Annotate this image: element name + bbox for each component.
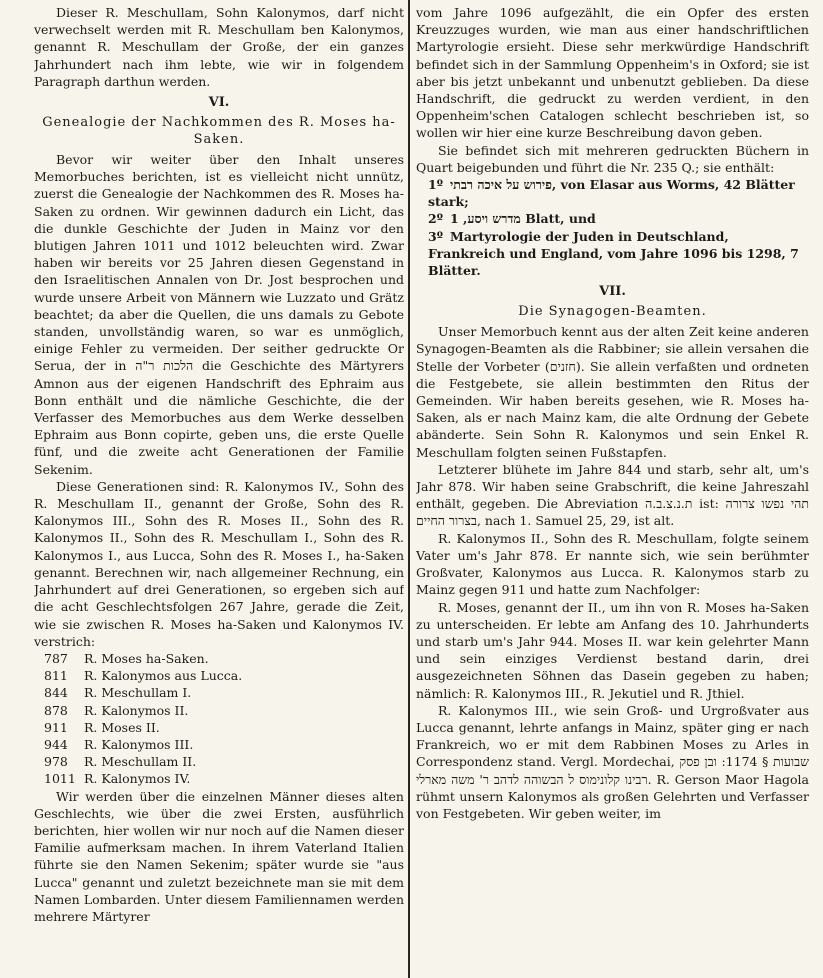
chronology-item: 978 R. Meschullam II. <box>44 754 197 770</box>
section-number-vii: VII. <box>599 284 626 300</box>
paragraph: R. Kalonymos III., wie sein Groß- und Urgroßvater aus Lucca genannt, lehrte anfangs in Mainz, später ging er nach Frankreich, wo er mit dem Rabbinen Moses zu Arles in Correspondenz stand. Vergl. Mordechai, שבועות § 1174: ובן פסק רבינו קלונימוס ל הבשוהה לדהב ר' משה מארלי. R. Gerson Maor Hagola rühmt unsern Kalonymos als großen Gelehrten und Verfasser von Festgebeten. Wir geben weiter, im <box>416 702 809 821</box>
chronology-item: 911 R. Moses II. <box>44 719 160 735</box>
paragraph: Letzterer blühete im Jahre 844 und starb, sehr alt, um's Jahr 878. Wir haben seine Grabschrift, die keine Jahreszahl enthält, gegeben. Die Abreviation ת.נ.צ.ב.ה ist: תהי נפשו צרורה בצרור החיים, nach 1. Samuel 25, 29, ist alt. <box>416 461 809 529</box>
column-divider <box>408 0 410 978</box>
chronology-item: 1011 R. Kalonymos IV. <box>44 771 191 787</box>
paragraph: Wir werden über die einzelnen Männer dieses alten Geschlechts, wie über die zwei Ersten, ausführlich berichten, hier wollen wir nur noch auf die Namen dieser Familie aufmerksam machen. In ihrem Vaterland Italien führte sie den Namen Sekenim; später wurde sie "aus Lucca" genannt und zuletzt bezeichnete man sie mit dem Namen Lombarden. Unter diesem Familiennamen werden mehrere Märtyrer <box>34 788 404 924</box>
chronology-item: 844 R. Meschullam I. <box>44 685 192 701</box>
paragraph: Diese Generationen sind: R. Kalonymos IV., Sohn des R. Meschullam II., genannt der Große, Sohn des R. Kalonymos III., Sohn des R. Moses II., Sohn des R. Kalonymos II., Sohn des R. Meschullam I., Sohn des R. Kalonymos I., aus Lucca, Sohn des R. Moses I., ha-Saken genannt. Berechnen wir, nach allgemeiner Rechnung, ein Jahrhundert auf drei Generationen, so ergeben sich auf die acht Geschlechtsfolgen 267 Jahre, gerade die Zeit, wie sie zwischen R. Moses ha-Saken und Kalonymos IV. verstrich: <box>34 478 404 649</box>
right-column <box>416 4 809 974</box>
paragraph: Bevor wir weiter über den Inhalt unseres Memorbuches berichten, ist es vielleicht nicht unnütz, zuerst die Genealogie der Nachkommen des R. Moses ha-Saken zu ordnen. Wir gewinnen dadurch ein Licht, das die dunkle Geschichte der Juden in Mainz vor den blutigen Jahren 1011 und 1012 beleuchten wird. Zwar haben wir bereits vor 25 Jahren diesen Gegenstand in den Israelitischen Annalen von Dr. Jost besprochen und wurde unsere Arbeit von Männern wie Luzzato und Grätz beachtet; da aber die Quellen, die uns damals zu Gebote standen, unvollständig waren, so war es unmöglich, einige Fehler zu vermeiden. Der seither gedruckte Or Serua, der in הלכות ר"ה die Geschichte des Märtyrers Amnon aus der eigenen Handschrift des Ephraim aus Bonn enthält und die nämliche Geschichte, die der Verfasser des Memorbuches aus dem Werke desselben Ephraim aus Bonn copirte, geben uns, die erste Quelle fünf, und die zweite acht Generationen der Familie Sekenim. <box>34 152 404 477</box>
paragraph: Unser Memorbuch kennt aus der alten Zeit keine anderen Synagogen-Beamten als die Rabbiner; sie allein versahen die Stelle der Vorbeter (חזנים). Sie allein verfaßten und ordneten die Festgebete, sie allein bestimmten den Ritus der Gemeinden. Wir haben bereits gesehen, wie R. Moses ha-Saken, als er nach Mainz kam, die alte Ordnung der Gebete abänderte. Sein Sohn R. Kalonymos und sein Enkel R. Meschullam folgten seinen Fußstapfen. <box>416 324 809 460</box>
chronology-item: 944 R. Kalonymos III. <box>44 736 194 752</box>
manuscript-contents-list <box>416 176 809 279</box>
paragraph: R. Kalonymos II., Sohn des R. Meschullam, folgte seinem Vater um's Jahr 878. Er nannte sich, wie sein berühmter Großvater, Kalonymos aus Lucca. R. Kalonymos starb zu Mainz gegen 911 und hatte zum Nachfolger: <box>416 530 809 598</box>
section-title-synagogue-officials: Die Synagogen-Beamten. <box>518 304 707 320</box>
chronology-item: 811 R. Kalonymos aus Lucca. <box>44 668 243 684</box>
contents-item: 3º Martyrologie der Juden in Deutschland, Frankreich und England, vom Jahre 1096 bis 1298, 7 Blätter. <box>428 228 799 279</box>
section-title-genealogy: Genealogie der Nachkommen des R. Moses ha-Saken. <box>42 115 396 148</box>
section-number-vi: VI. <box>208 95 230 111</box>
paragraph: vom Jahre 1096 aufgezählt, die ein Opfer des ersten Kreuzzuges wurden, wie man aus einer handschriftlichen Martyrologie ersieht. Diese sehr merkwürdige Handschrift befindet sich in der Sammlung Oppenheim's in Oxford; sie ist aber bis jetzt unbekannt und unbenutzt geblieben. Da diese Handschrift, die gedruckt zu werden verdient, in den Oppenheim'schen Catalogen schlecht beschrieben ist, so wollen wir hier eine kurze Beschreibung davon geben. <box>416 5 809 141</box>
left-column <box>34 4 404 974</box>
chronology-list <box>34 650 404 788</box>
chronology-item: 787 R. Moses ha-Saken. <box>44 650 209 666</box>
paragraph: R. Moses, genannt der II., um ihn von R. Moses ha-Saken zu unterscheiden. Er lebte am Anfang des 10. Jahrhunderts und starb um's Jahr 944. Moses II. war kein gelehrter Mann und sein einziges Verdienst bestand darin, drei ausgezeichneten Söhnen das Dasein gegeben zu haben; nämlich: R. Kalonymos III., R. Jekutiel und R. Jthiel. <box>416 599 809 701</box>
contents-item: 2º מדרש ויסע, 1 Blatt, und <box>428 211 596 227</box>
chronology-item: 878 R. Kalonymos II. <box>44 702 189 718</box>
intro-paragraph: Dieser R. Meschullam, Sohn Kalonymos, darf nicht verwechselt werden mit R. Meschullam ben Kalonymos, genannt R. Meschullam der Große, der ein ganzes Jahrhundert nach ihm lebte, wie wir in folgendem Paragraph darthun werden. <box>34 5 404 89</box>
contents-item: 1º פירוש על איכה רבתי, von Elasar aus Worms, 42 Blätter stark; <box>428 177 795 210</box>
paragraph: Sie befindet sich mit mehreren gedruckten Büchern in Quart beigebunden und führt die Nr. 235 Q.; sie enthält: <box>416 142 809 175</box>
